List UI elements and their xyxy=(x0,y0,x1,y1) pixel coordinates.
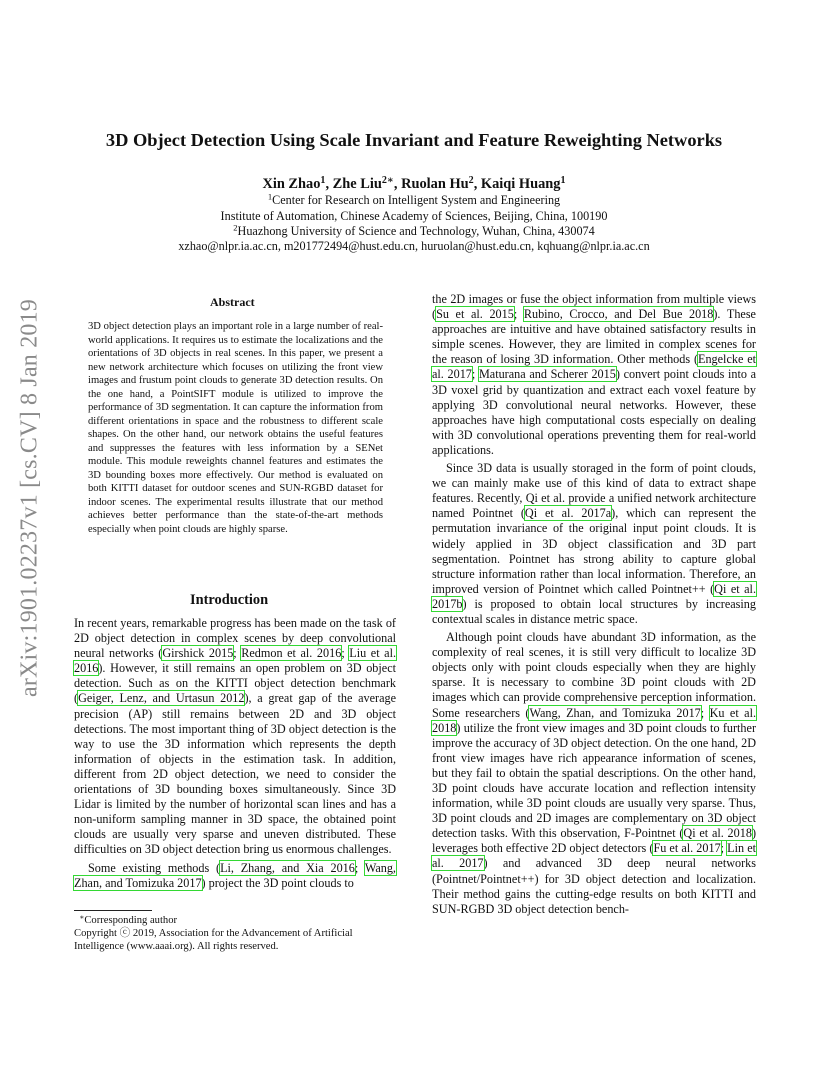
paragraph-text: In recent years, remarkable progress has been made on the task of 2D object detection in complex scenes by deep convolutional neural networks ( xyxy=(74,616,396,661)
author-affiliation-mark: 2 xyxy=(468,174,474,186)
citation-link[interactable]: Su et al. 2015 xyxy=(436,307,514,322)
paragraph xyxy=(74,616,396,858)
paragraph-text: ; xyxy=(513,307,524,322)
citation-link[interactable]: Wang, Zhan, and Tomizuka 2017 xyxy=(529,705,701,720)
author-name: Zhe Liu xyxy=(332,176,382,192)
affiliation-mark: 2 xyxy=(233,222,238,233)
citation-link[interactable]: Girshick 2015 xyxy=(162,646,234,661)
paragraph-text: ) and advanced 3D deep neural networks (Pointnet/Pointnet++) for 3D object detection and localization. Their method gains the cutting-edge results on both KITTI and SUN-RGBD 3D object detection bench- xyxy=(432,856,756,916)
paragraph-text: ; xyxy=(700,705,710,720)
abstract-text: 3D object detection plays an important role in a large number of real-world applications. It requires us to estimate the localizations and the orientations of 3D objects in real scenes. In this paper, we present a new network architecture which focuses on utilizing the front view images and frustum point clouds to generate 3D detection results. On the one hand, a PointSIFT module is utilized to improve the performance of 3D segmentation. It can capture the information from different orientations in space and the robustness to different scale shapes. On the other hand, our network obtains the useful features and suppresses the features with less information by a SENet module. This module reweights channel features and estimates the 3D bounding boxes more effectively. Our method is evaluated on both KITTI dataset for outdoor scenes and SUN-RGBD dataset for indoor scenes. The experimental results illustrate that our method achieves better performance than the state-of-the-art methods especially when point clouds are highly sparse. xyxy=(88,321,383,535)
paragraph xyxy=(432,630,756,917)
paragraph-text: ) convert point clouds into a 3D voxel grid by quantization and extract each voxel feature by applying 3D convolutional neural networks. However, these approaches have high computational costs especially on dealing with 3D convolutional operations preventing them for real-world applications. xyxy=(432,367,757,457)
paragraph-text: ; xyxy=(233,646,242,661)
citation-link[interactable]: Qi et al. 2017b xyxy=(432,581,756,611)
paragraph-text: the 2D images or fuse the object information from multiple views ( xyxy=(432,292,756,322)
paragraph-text: Some existing methods ( xyxy=(88,860,221,875)
abstract-heading: Abstract xyxy=(210,295,255,309)
paragraph-text: ; xyxy=(354,860,365,875)
citation-link[interactable]: Qi et al. 2017a xyxy=(524,506,612,521)
citation-link[interactable]: Wang, Zhan, and Tomizuka 2017 xyxy=(74,860,396,890)
footnote-mark: ∗ xyxy=(79,912,85,922)
paragraph-text: ) leverages both effective 2D object detectors ( xyxy=(432,826,756,856)
citation-link[interactable]: Qi et al. 2018 xyxy=(683,826,752,841)
citation-link[interactable]: Engelcke et al. 2017 xyxy=(432,352,756,382)
author-affiliation-mark: 1 xyxy=(560,174,566,186)
paragraph-text: ; xyxy=(341,646,350,661)
citation-link[interactable]: Ku et al. 2018 xyxy=(432,705,757,735)
paragraph-text: ), which can represent the permutation invariance of the original input point clouds. It is widely applied in 3D object classification and 3D part segmentation. Pointnet has strong ability to capture global structure information rather than local information. Therefore, an improved version of Pointnet which called Pointnet++ ( xyxy=(432,506,756,596)
paragraph-text: Since 3D data is usually storaged in the form of point clouds, we can mainly make use of this kind of data to extract shape features. Recently, Qi et al. provide a unified network architecture named Pointnet ( xyxy=(432,461,756,521)
paragraph-text: ) utilize the front view images and 3D point clouds to further improve the accuracy of 3D object detection. On the one hand, 2D front view images have rich appearance information of scenes, but they fail to obtain the spatial descriptions. On the other hand, 3D point clouds have accurate location and reflection intensity information, while 3D point clouds are usually very sparse. Thus, 3D point clouds and 2D images are complementary on 3D object detection tasks. With this observation, F-Pointnet ( xyxy=(432,720,756,841)
citation-link[interactable]: Geiger, Lenz, and Urtasun 2012 xyxy=(78,691,245,706)
citation-link[interactable]: Li, Zhang, and Xia 2016 xyxy=(220,860,355,875)
footnote-divider xyxy=(74,910,152,911)
paper-title: 3D Object Detection Using Scale Invariant and Feature Reweighting Networks xyxy=(105,130,723,150)
right-column-body xyxy=(432,292,756,917)
author-name: Xin Zhao xyxy=(262,176,321,192)
copyright-notice: Copyright ⓒ 2019, Association for the Advancement of Artificial Intelligence (www.aaai.org). All rights reserved. xyxy=(74,928,353,952)
corresponding-author-note: ∗Corresponding author xyxy=(79,912,178,926)
affiliation-1-institute: Institute of Automation, Chinese Academy of Sciences, Beijing, China, 100190 xyxy=(220,209,608,223)
paragraph-text: ). These approaches are intuitive and have obtained satisfactory results in simple scenes. However, they are limited in complex scenes for the reason of losing 3D information. Other methods ( xyxy=(432,307,756,367)
paragraph-text: ; xyxy=(720,841,728,856)
introduction-heading: Introduction xyxy=(190,592,269,608)
footnote xyxy=(74,914,404,953)
affiliation-1: $^1$Center for Research on Intelligent System and Engineering xyxy=(267,191,561,207)
arxiv-side-stamp xyxy=(8,298,52,698)
arxiv-identifier: arXiv:1901.02237v1 [cs.CV] 8 Jan 2019 xyxy=(16,298,43,698)
citation-link[interactable]: Liu et al. 2016 xyxy=(74,646,396,676)
affiliation-mark: 1 xyxy=(267,191,273,202)
paragraph-text: ). However, it still remains an open problem on 3D object detection. Such as on the KITTI object detection benchmark ( xyxy=(74,661,396,706)
paragraph xyxy=(432,461,756,627)
paragraph-text: ), a great gap of the average precision (AP) still remains between 2D and 3D object detections. The most important thing of 3D object detection is the way to use the 3D information which represents the depth information of objects in the estimation task. In addition, different from 2D object detection, we need to consider the orientations of 3D bounding boxes simultaneously. Since 3D Lidar is limited by the number of horizontal scan lines and has a non-uniform sampling manner in 3D space, the obtained point clouds are usually very sparse and uneven distributed. These difficulties on 3D object detection bring us enormous challenges. xyxy=(74,691,396,857)
affiliation-2: $^2$Huazhong University of Science and Technology, Wuhan, China, 430074 xyxy=(233,222,595,238)
paragraph-text: ; xyxy=(471,367,479,382)
paragraph xyxy=(432,292,756,458)
author-affiliation-mark: 1 xyxy=(320,174,326,186)
author-list: Xin Zhao$^1$, Zhe Liu$^{2∗}$, Ruolan Hu$^2$, Kaiqi Huang$^1$ xyxy=(262,174,566,192)
author-emails: xzhao@nlpr.ia.ac.cn, m201772494@hust.edu.cn, huruolan@hust.edu.cn, kqhuang@nlpr.ia.ac.cn xyxy=(178,239,650,253)
author-name: Ruolan Hu xyxy=(401,176,469,192)
paragraph-text: Although point clouds have abundant 3D information, as the complexity of real scenes, it is still very difficult to localize 3D objects only with point clouds especially when they are highly sparse. It is necessary to combine 3D point clouds with 2D images which can provide comprehensive perception information. Some researchers ( xyxy=(432,630,756,720)
paragraph xyxy=(74,861,396,891)
citation-link[interactable]: Rubino, Crocco, and Del Bue 2018 xyxy=(523,307,714,322)
citation-link[interactable]: Fu et al. 2017 xyxy=(653,841,721,856)
author-name: Kaiqi Huang xyxy=(480,176,561,192)
author-affiliation-mark: 2∗ xyxy=(381,174,394,186)
paragraph-text: ) project the 3D point clouds to xyxy=(201,875,354,890)
citation-link[interactable]: Maturana and Scherer 2015 xyxy=(478,367,616,382)
paragraph-text: ) is proposed to obtain local structures by increasing contextual scales in distance metric space. xyxy=(432,596,756,626)
citation-link[interactable]: Redmon et al. 2016 xyxy=(241,646,342,661)
citation-link[interactable]: Lin et al. 2017 xyxy=(432,841,756,871)
left-column-body xyxy=(74,616,396,891)
